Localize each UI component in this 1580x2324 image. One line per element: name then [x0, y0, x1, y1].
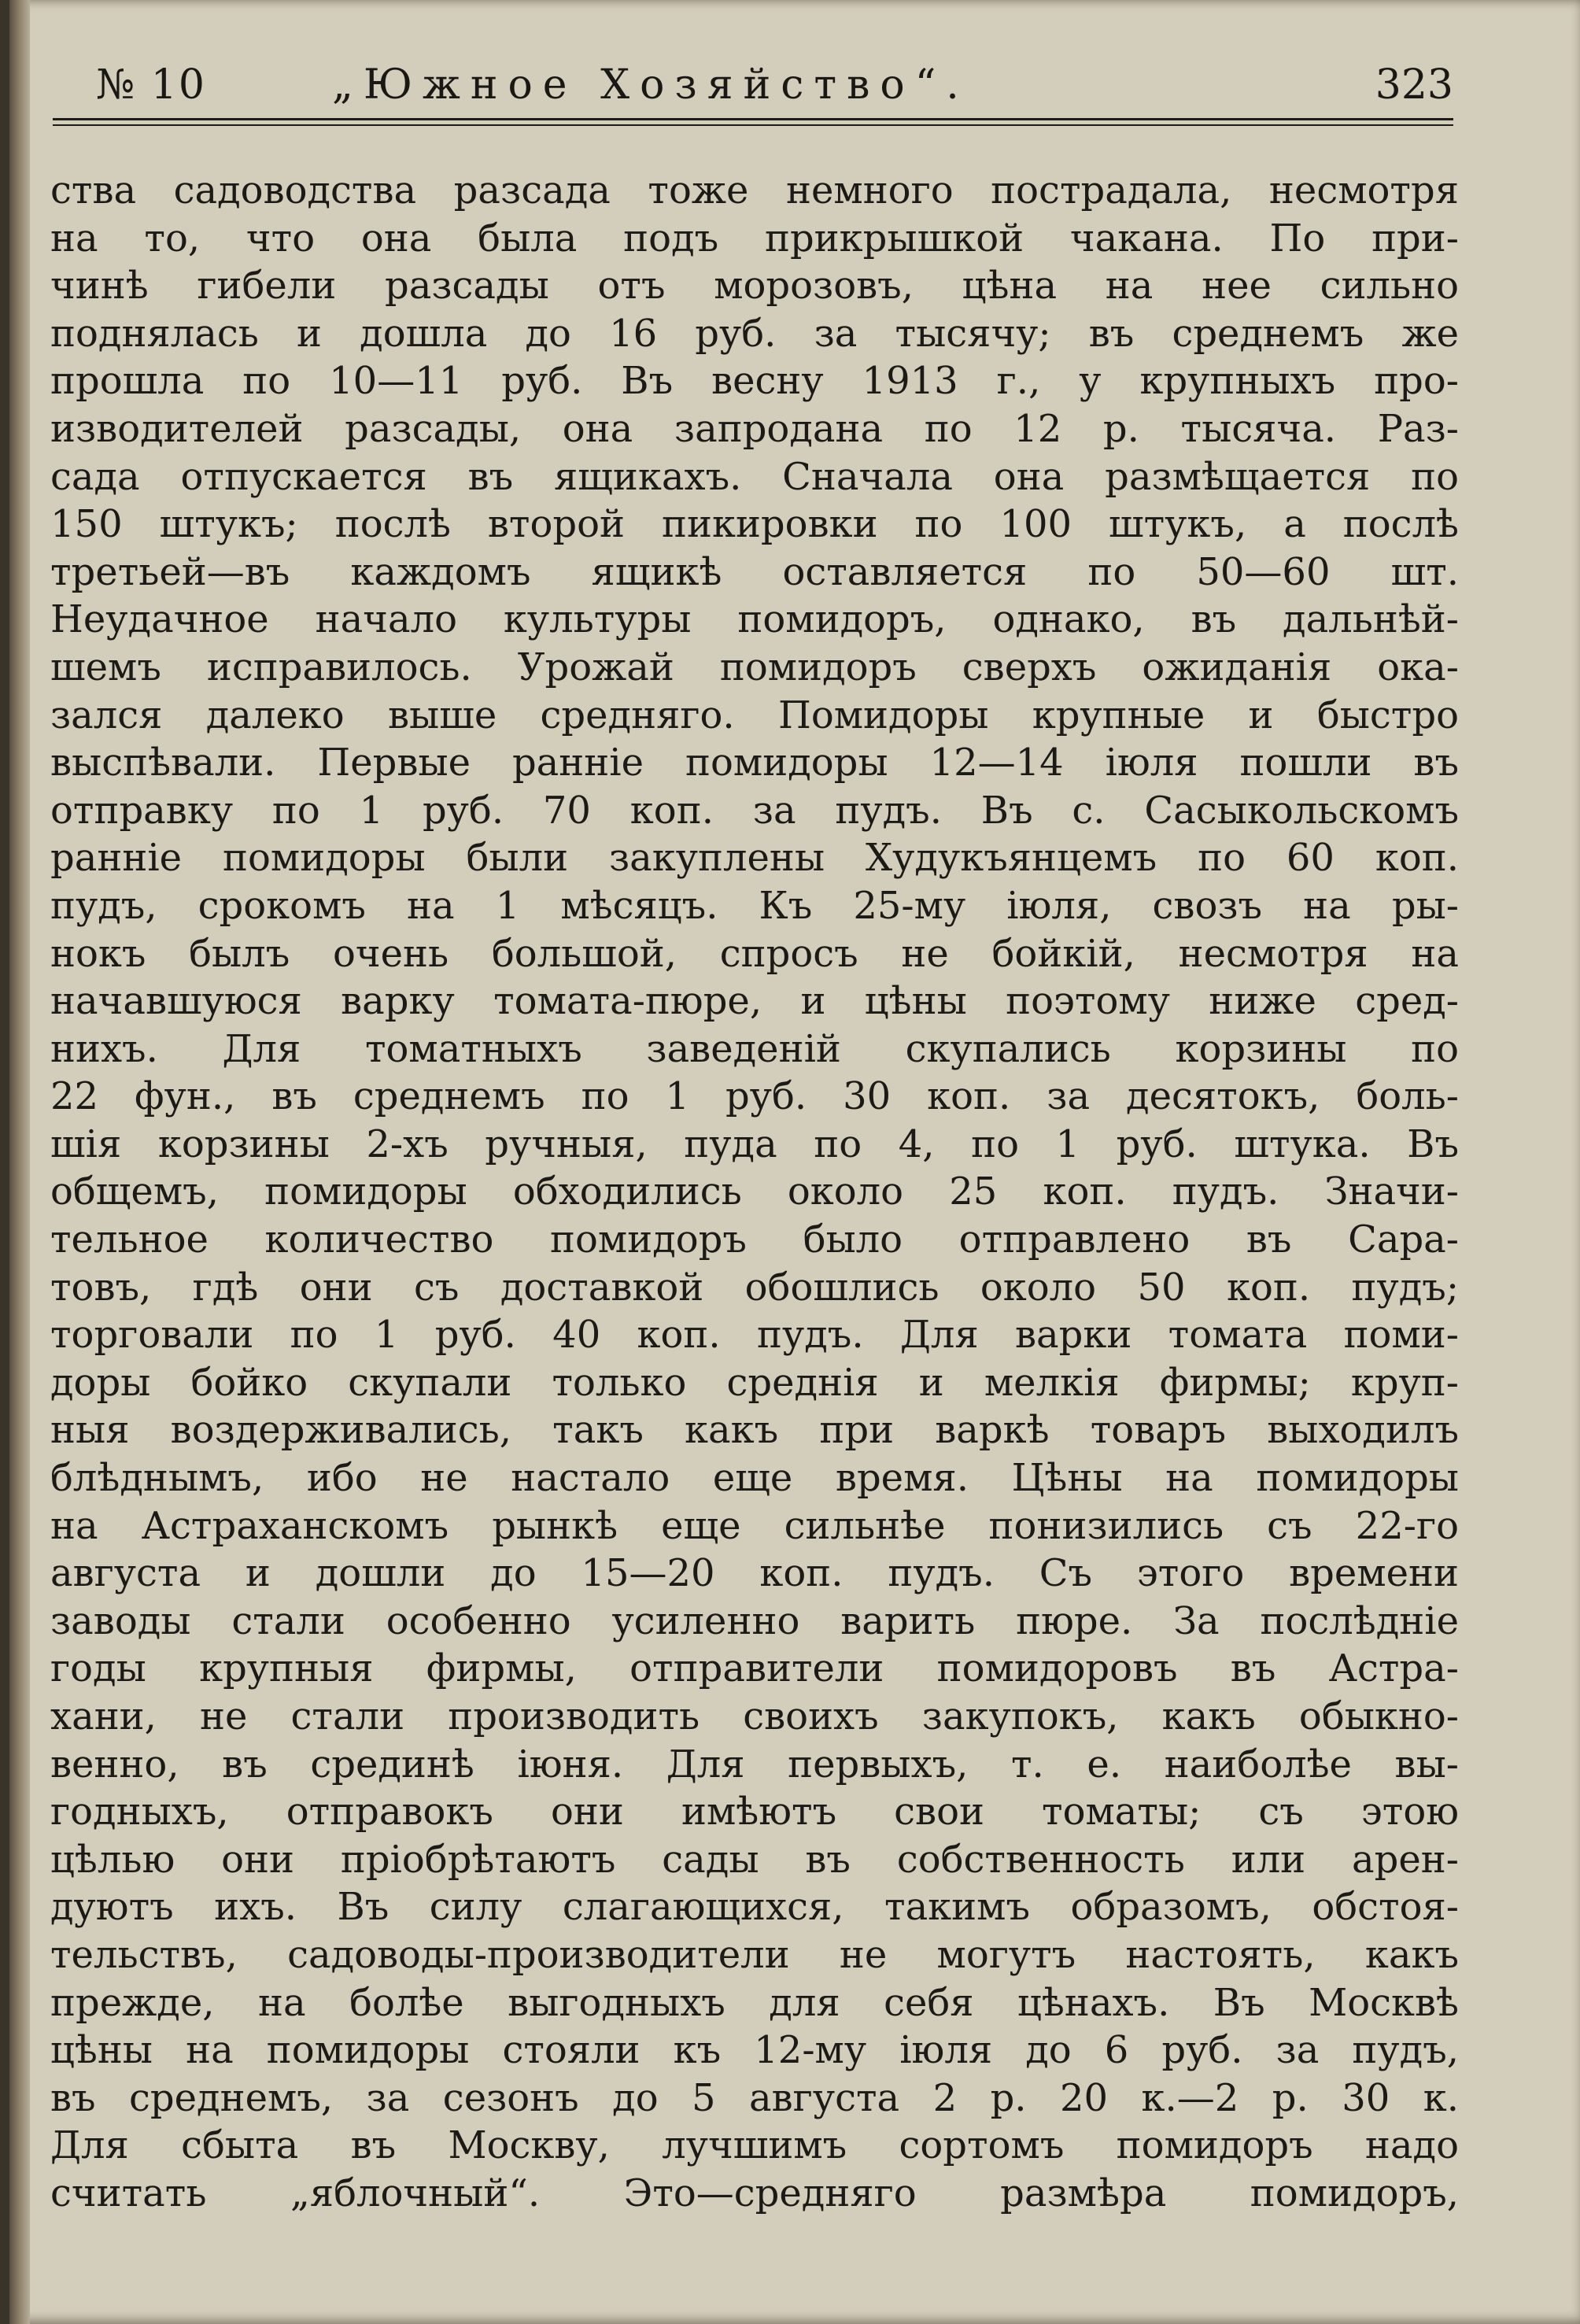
text-line: товъ, гдѣ они съ доставкой обошлись около 50 коп. пудъ; — [50, 1265, 1459, 1310]
running-header — [96, 61, 1453, 124]
text-line: дуютъ ихъ. Въ силу слагающихся, такимъ образомъ, обстоя- — [50, 1885, 1459, 1930]
text-line: ныя воздерживались, такъ какъ при варкѣ товаръ выходилъ — [50, 1408, 1459, 1453]
text-line: третьей—въ каждомъ ящикѣ оставляется по 50—60 шт. — [50, 549, 1459, 594]
text-line: блѣднымъ, ибо не настало еще время. Цѣны на помидоры — [50, 1456, 1459, 1501]
issue-number: № 10 — [96, 61, 206, 109]
text-line: годы крупныя фирмы, отправители помидоровъ въ Астра- — [50, 1646, 1459, 1691]
text-line: годныхъ, отправокъ они имѣютъ свои томаты; съ этою — [50, 1790, 1459, 1834]
header-rule-bottom — [53, 124, 1453, 126]
text-line: на Астраханскомъ рынкѣ еще сильнѣе понизились съ 22-го — [50, 1503, 1459, 1548]
text-line: чинѣ гибели разсады отъ морозовъ, цѣна на нее сильно — [50, 264, 1459, 309]
body-text — [50, 167, 1459, 2218]
text-line: доры бойко скупали только среднія и мелкія фирмы; круп- — [50, 1360, 1459, 1405]
text-line: поднялась и дошла до 16 руб. за тысячу; въ среднемъ же — [50, 311, 1459, 356]
text-line: венно, въ срединѣ іюня. Для первыхъ, т. е. наиболѣе вы- — [50, 1742, 1459, 1786]
text-line: торговали по 1 руб. 40 коп. пудъ. Для варки томата поми- — [50, 1313, 1459, 1358]
text-line: ства садоводства разсада тоже немного пострадала, несмотря — [50, 168, 1459, 212]
journal-title: „Южное Хозяйство“. — [332, 61, 969, 109]
text-line: цѣны на помидоры стояли къ 12-му іюля до 6 руб. за пудъ, — [50, 2028, 1459, 2073]
text-line: выспѣвали. Первые ранніе помидоры 12—14 іюля пошли въ — [50, 741, 1459, 785]
text-line: нокъ былъ очень большой, спросъ не бойкій, несмотря на — [50, 931, 1459, 976]
text-line: 150 штукъ; послѣ второй пикировки по 100 штукъ, а послѣ — [50, 502, 1459, 547]
book-binding-edge — [9, 0, 30, 2324]
text-line: тельствъ, садоводы-производители не могутъ настоять, какъ — [50, 1932, 1459, 1977]
text-line: хани, не стали производить своихъ закупокъ, какъ обыкно- — [50, 1694, 1459, 1738]
text-line: тельное количество помидоръ было отправлено въ Сара- — [50, 1217, 1459, 1262]
header-rule-top — [53, 118, 1453, 120]
text-line: прошла по 10—11 руб. Въ весну 1913 г., у крупныхъ про- — [50, 359, 1459, 404]
text-line: шемъ исправилось. Урожай помидоръ сверхъ ожиданія ока- — [50, 645, 1459, 689]
text-line: на то, что она была подъ прикрышкой чакана. По при- — [50, 216, 1459, 260]
text-line: въ среднемъ, за сезонъ до 5 августа 2 р. 20 к.—2 р. 30 к. — [50, 2075, 1459, 2120]
text-line: пудъ, срокомъ на 1 мѣсяцъ. Къ 25-му іюля, свозъ на ры- — [50, 883, 1459, 928]
text-line: изводителей разсады, она запродана по 12 р. тысяча. Раз- — [50, 406, 1459, 451]
text-line: ранніе помидоры были закуплены Худукъянцемъ по 60 коп. — [50, 836, 1459, 881]
text-line: нихъ. Для томатныхъ заведеній скупались корзины по — [50, 1026, 1459, 1071]
text-line: заводы стали особенно усиленно варить пюре. За послѣдніе — [50, 1598, 1459, 1643]
text-line: 22 фун., въ среднемъ по 1 руб. 30 коп. за десятокъ, боль- — [50, 1074, 1459, 1119]
text-line: Для сбыта въ Москву, лучшимъ сортомъ помидоръ надо — [50, 2123, 1459, 2168]
text-line: прежде, на болѣе выгодныхъ для себя цѣнахъ. Въ Москвѣ — [50, 1980, 1459, 2025]
text-line: шія корзины 2-хъ ручныя, пуда по 4, по 1 руб. штука. Въ — [50, 1121, 1459, 1166]
text-line: цѣлью они пріобрѣтаютъ сады въ собственность или арен- — [50, 1837, 1459, 1882]
page-scan — [9, 0, 1580, 2324]
page-number: 323 — [1375, 61, 1453, 109]
text-line: августа и дошли до 15—20 коп. пудъ. Съ этого времени — [50, 1551, 1459, 1596]
text-line: отправку по 1 руб. 70 коп. за пудъ. Въ с. Сасыкольскомъ — [50, 788, 1459, 833]
text-line: Неудачное начало культуры помидоръ, однако, въ дальнѣй- — [50, 597, 1459, 642]
text-line: зался далеко выше средняго. Помидоры крупные и быстро — [50, 693, 1459, 737]
text-line: сада отпускается въ ящикахъ. Сначала она размѣщается по — [50, 454, 1459, 499]
text-line: начавшуюся варку томата-пюре, и цѣны поэтому ниже сред- — [50, 979, 1459, 1024]
text-line: считать „яблочный“. Это—средняго размѣра помидоръ, — [50, 2171, 1459, 2215]
text-line: общемъ, помидоры обходились около 25 коп. пудъ. Значи- — [50, 1169, 1459, 1214]
